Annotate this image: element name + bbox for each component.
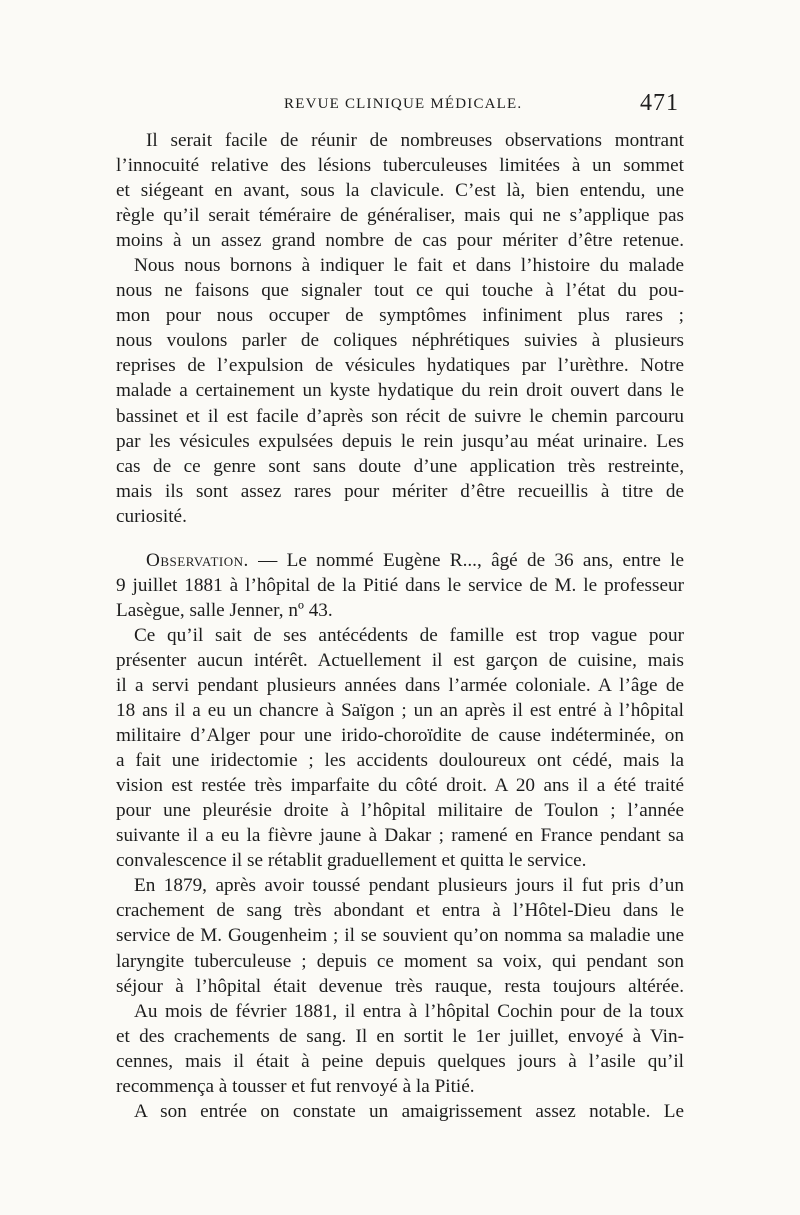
text-line: recommença à tousser et fut renvoyé à la Pitié. [116, 1075, 475, 1097]
text-line: séjour à l’hôpital était devenue très rauque, resta toujours altérée. [116, 975, 684, 997]
text-line: nous voulons parler de coliques néphrétiques suivies à plusieurs [116, 330, 684, 352]
text-line: Lasègue, salle Jenner, nº 43. [116, 599, 333, 621]
text-line: présenter aucun intérêt. Actuellement il est garçon de cuisine, mais [116, 649, 684, 671]
text-line: l’innocuité relative des lésions tuberculeuses limitées à un sommet [116, 155, 684, 177]
text-line: bassinet et il est facile d’après son récit de suivre le chemin parcouru [116, 405, 684, 427]
text-line [116, 548, 684, 573]
text-line: A son entrée on constate un amaigrissement assez notable. Le [134, 1100, 684, 1122]
text-line: il a servi pendant plusieurs années dans l’armée coloniale. A l’âge de [116, 674, 684, 696]
text-line: convalescence il se rétablit graduellement et quitta le service. [116, 850, 587, 872]
text-line: En 1879, après avoir toussé pendant plusieurs jours il fut pris d’un [134, 875, 684, 897]
text-line: par les vésicules expulsées depuis le rein jusqu’au méat urinaire. Les [116, 430, 684, 452]
text-line: curiosité. [116, 505, 187, 527]
page-header [0, 90, 800, 126]
text-line: règle qu’il serait téméraire de généraliser, mais qui ne s’applique pas [116, 205, 684, 227]
text-line: service de M. Gougenheim ; il se souvient qu’on nomma sa maladie une [116, 925, 684, 947]
observation-intro: — Le nommé Eugène R..., âgé de 36 ans, entre le [248, 549, 684, 571]
text-line: crachement de sang très abondant et entra à l’Hôtel-Dieu dans le [116, 900, 684, 922]
text-line: mon pour nous occuper de symptômes infiniment plus rares ; [116, 305, 684, 327]
text-line: 18 ans il a eu un chancre à Saïgon ; un an après il est entré à l’hôpital [116, 700, 684, 722]
text-line: Il serait facile de réunir de nombreuses observations montrant [146, 130, 684, 151]
text-line: cennes, mais il était à peine depuis quelques jours à l’asile qu’il [116, 1050, 684, 1072]
text-line: mais ils sont assez rares pour mériter d’être recueillis à titre de [116, 480, 684, 502]
running-title: REVUE CLINIQUE MÉDICALE. [284, 96, 523, 112]
paragraph-4 [116, 623, 684, 873]
text-line: nous ne faisons que signaler tout ce qui touche à l’état du pou- [116, 280, 684, 302]
text-line: cas de ce genre sont sans doute d’une application très restreinte, [116, 455, 684, 477]
observation-heading [116, 548, 684, 623]
text-line: Ce qu’il sait de ses antécédents de famille est trop vague pour [134, 624, 684, 646]
text-line: a fait une iridectomie ; les accidents douloureux ont cédé, mais la [116, 750, 684, 772]
text-line: militaire d’Alger pour une irido-choroïdite de cause indéterminée, on [116, 725, 684, 747]
text-line: Nous nous bornons à indiquer le fait et dans l’histoire du malade [134, 255, 684, 277]
text-line: malade a certainement un kyste hydatique du rein droit ouvert dans le [116, 380, 684, 402]
paragraph-2 [116, 253, 684, 529]
text-line: reprises de l’expulsion de vésicules hydatiques par l’urèthre. Notre [116, 355, 684, 377]
text-line: 9 juillet 1881 à l’hôpital de la Pitié dans le service de M. le professeur [116, 574, 684, 596]
paragraph-gap [116, 529, 684, 548]
body-text [116, 128, 684, 1124]
text-line: suivante il a eu la fièvre jaune à Dakar ; ramené en France pendant sa [116, 825, 684, 847]
page-number: 471 [640, 90, 679, 116]
text-line: et siégeant en avant, sous la clavicule. C’est là, bien entendu, une [116, 180, 684, 202]
text-line: Au mois de février 1881, il entra à l’hôpital Cochin pour de la toux [134, 1000, 684, 1022]
paragraph-1 [116, 128, 684, 253]
observation-label: Observation. [146, 549, 249, 571]
paragraph-6 [116, 999, 684, 1099]
text-line: moins à un assez grand nombre de cas pour mériter d’être retenue. [116, 230, 684, 252]
text-line: pour une pleurésie droite à l’hôpital militaire de Toulon ; l’année [116, 800, 684, 822]
text-line: vision est restée très imparfaite du côté droit. A 20 ans il a été traité [116, 775, 684, 797]
paragraph-7 [116, 1099, 684, 1124]
paragraph-5 [116, 873, 684, 998]
text-line: laryngite tuberculeuse ; depuis ce moment sa voix, qui pendant son [116, 950, 684, 972]
text-line: et des crachements de sang. Il en sortit le 1er juillet, envoyé à Vin- [116, 1025, 684, 1047]
